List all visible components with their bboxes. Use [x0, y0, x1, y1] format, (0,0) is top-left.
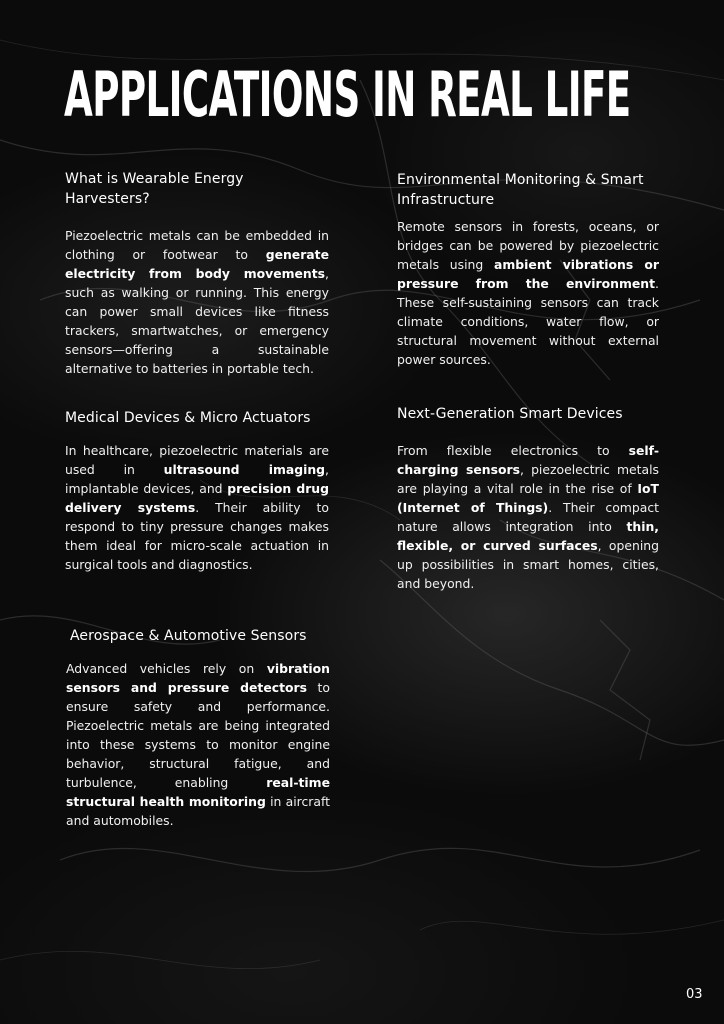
body-text: Remote sensors in forests, oceans, or bridges can be powered by piezoelectric metals using [397, 219, 659, 272]
emphasis-text: vibration sensors and pressure detectors [66, 661, 330, 695]
section-body [65, 441, 329, 574]
section-heading: Aerospace & Automotive Sensors [70, 628, 307, 644]
body-text: , piezoelectric metals are playing a vital role in the rise of [397, 462, 659, 496]
emphasis-text: generate electricity from body movements [65, 247, 329, 281]
emphasis-text: ambient vibrations or pressure from the environment [397, 257, 659, 291]
section-body [397, 217, 659, 369]
section-heading: Next-Generation Smart Devices [397, 406, 623, 422]
body-text: , opening up possibilities in smart homes, cities, and beyond. [397, 538, 659, 591]
body-text: . These self-sustaining sensors can track climate conditions, water flow, or structural movement without external power sources. [397, 276, 659, 367]
section-environmental-monitoring [397, 170, 659, 369]
section-body [397, 441, 659, 593]
section-aerospace-sensors [66, 626, 330, 830]
body-text: in aircraft and automobiles. [66, 794, 330, 828]
page-number: 03 [686, 987, 703, 1002]
emphasis-text: ultrasound imaging [163, 462, 326, 477]
body-text: Piezoelectric metals can be embedded in clothing or footwear to [65, 228, 329, 262]
emphasis-text: self-charging sensors [397, 443, 659, 477]
section-heading: Environmental Monitoring & Smart Infrastructure [397, 172, 644, 208]
body-text: Advanced vehicles rely on [66, 661, 267, 676]
section-body [66, 659, 330, 830]
body-text: , implantable devices, and [65, 462, 329, 496]
emphasis-text: thin, flexible, or curved surfaces [397, 519, 659, 553]
section-heading: What is Wearable Energy Harvesters? [65, 171, 244, 207]
section-medical-devices [65, 408, 329, 574]
body-text: to ensure safety and performance. Piezoelectric metals are being integrated into these systems to monitor engine behavior, structural fatigue, and turbulence, enabling [66, 680, 330, 790]
emphasis-text: real-time structural health monitoring [66, 775, 330, 809]
emphasis-text: IoT (Internet of Things) [397, 481, 659, 515]
section-heading: Medical Devices & Micro Actuators [65, 410, 311, 426]
body-text: From flexible electronics to [397, 443, 629, 458]
section-next-gen-devices [397, 404, 659, 593]
emphasis-text: precision drug delivery systems [65, 481, 329, 515]
body-text: , such as walking or running. This energy can power small devices like fitness trackers, smartwatches, or emergency sensors—offering a sustainable alternative to batteries in portable tech. [65, 266, 329, 376]
body-text: . Their compact nature allows integration into [397, 500, 659, 534]
page-title: APPLICATIONS IN REAL LIFE [64, 58, 631, 131]
section-wearable-energy [65, 169, 329, 378]
body-text: . Their ability to respond to tiny pressure changes makes them ideal for micro-scale actuation in surgical tools and diagnostics. [65, 500, 329, 572]
section-body [65, 226, 329, 378]
body-text: In healthcare, piezoelectric materials are used in [65, 443, 329, 477]
